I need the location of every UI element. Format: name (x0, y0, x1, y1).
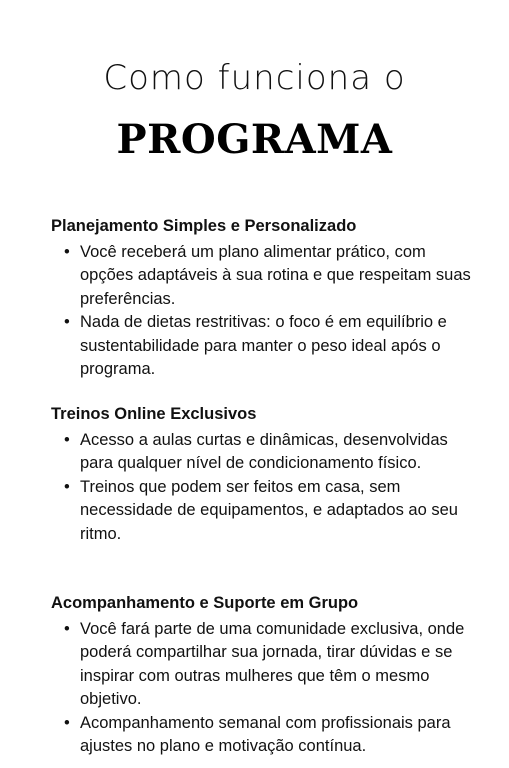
list-item (51, 618, 471, 712)
bullet-list (51, 618, 471, 758)
list-item (51, 311, 471, 381)
bullet-icon: • (64, 243, 70, 261)
bullet-icon: • (64, 713, 70, 732)
title-line-1: Como funciona o (103, 58, 406, 98)
section-heading: Treinos Online Exclusivos (51, 405, 257, 423)
list-item-text: Acesso a aulas curtas e dinâmicas, desenvolvidas para qualquer nível de condicionamento físico. (80, 431, 448, 473)
list-item-text: Você fará parte de uma comunidade exclusiva, onde poderá compartilhar sua jornada, tirar dúvidas e se inspirar com outras mulheres que têm o mesmo objetivo. (80, 620, 465, 709)
section-heading: Planejamento Simples e Personalizado (51, 217, 357, 235)
section-acompanhamento (51, 592, 471, 758)
bullet-icon: • (64, 477, 70, 496)
list-item (51, 241, 471, 311)
section-treinos (51, 403, 471, 546)
list-item-text: Você receberá um plano alimentar prático, com opções adaptáveis à sua rotina e que respeitam suas preferências. (80, 243, 471, 308)
section-planejamento (51, 215, 471, 381)
bullet-icon: • (64, 431, 70, 449)
title-line-2: PROGRAMA (116, 116, 393, 163)
bullet-icon: • (64, 313, 70, 332)
bullet-icon: • (64, 620, 70, 638)
list-item (51, 476, 471, 546)
list-item-text: Acompanhamento semanal com profissionais para ajustes no plano e motivação contínua. (80, 713, 451, 756)
list-item-text: Nada de dietas restritivas: o foco é em equilíbrio e sustentabilidade para manter o peso ideal após o programa. (80, 313, 447, 379)
list-item-text: Treinos que podem ser feitos em casa, sem necessidade de equipamentos, e adaptados ao seu ritmo. (80, 477, 458, 543)
bullet-list (51, 429, 471, 546)
section-heading: Acompanhamento e Suporte em Grupo (51, 594, 359, 612)
list-item (51, 429, 471, 476)
bullet-list (51, 241, 471, 381)
list-item (51, 712, 471, 759)
